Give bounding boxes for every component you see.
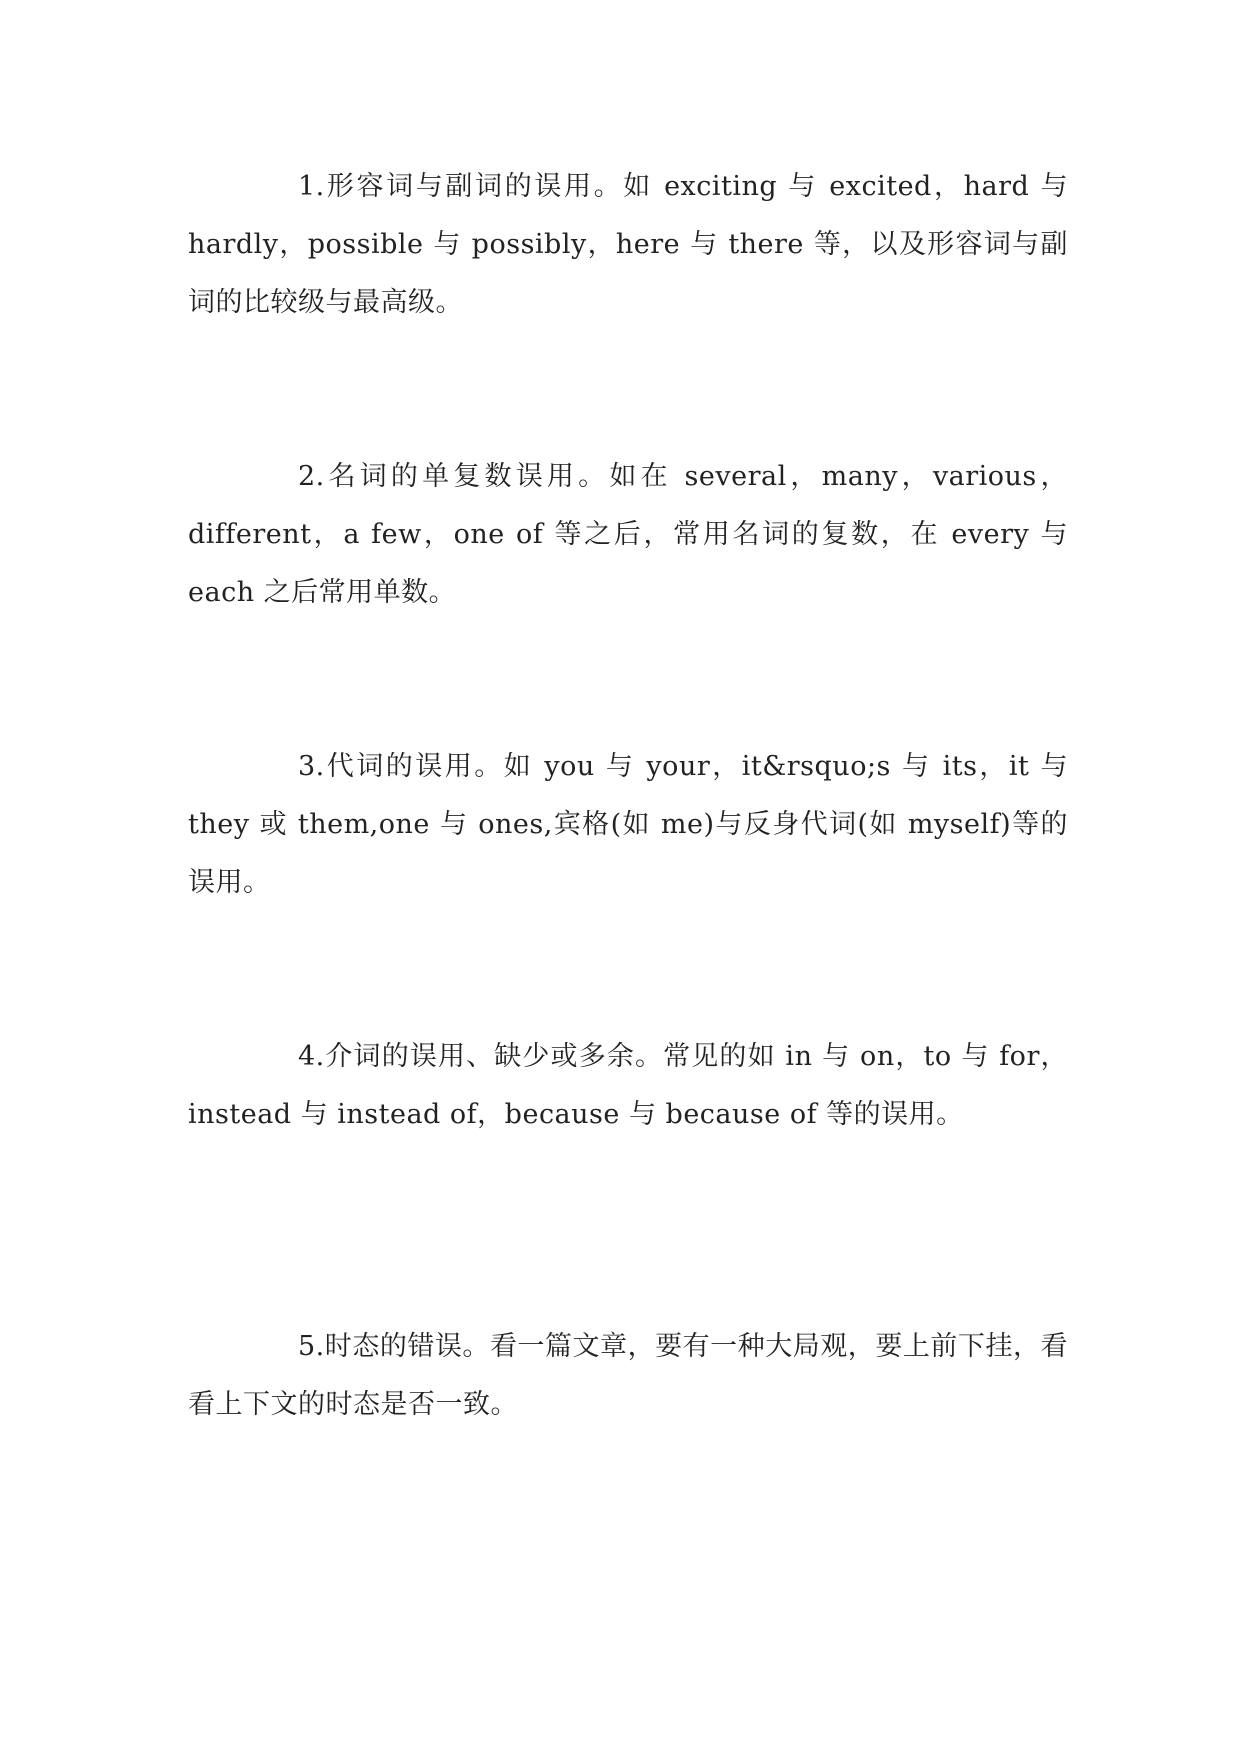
paragraph-tense: 5.时态的错误。看一篇文章，要有一种大局观，要上前下挂，看看上下文的时态是否一致。 (188, 1331, 1068, 1420)
paragraph-pronoun: 3.代词的误用。如 you 与 your，it&rsquo;s 与 its，it 与 they 或 them,one 与 ones,宾格(如 me)与反身代词(如 myself)等的误用。 (188, 751, 1068, 898)
paragraph-noun-number: 2.名词的单复数误用。如在 several，many，various，different，a few，one of 等之后，常用名词的复数，在 every 与 each 之后常用单数。 (188, 461, 1068, 608)
paragraph-preposition: 4.介词的误用、缺少或多余。常见的如 in 与 on，to 与 for，instead 与 instead of，because 与 because of 等的误用。 (188, 1041, 1068, 1130)
paragraph-adjective-adverb: 1.形容词与副词的误用。如 exciting 与 excited，hard 与 hardly，possible 与 possibly，here 与 there 等，以及形容词与副词的比较级与最高级。 (188, 171, 1068, 318)
